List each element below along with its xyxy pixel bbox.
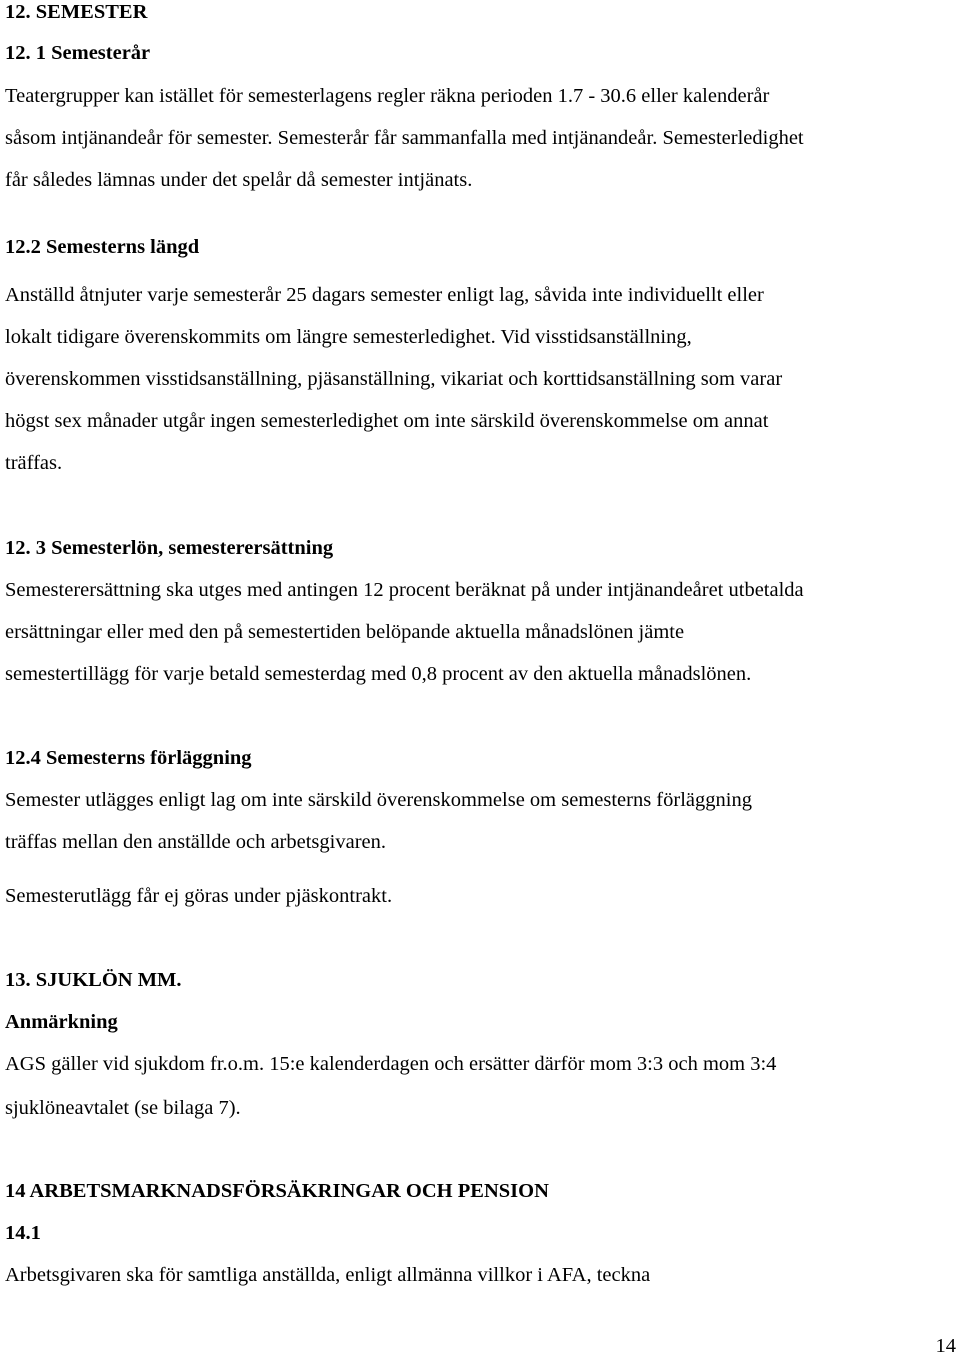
section-12-2-heading: 12.2 Semesterns längd xyxy=(5,236,200,258)
paragraph-line: lokalt tidigare överenskommits om längre semesterledighet. Vid visstidsanställning, xyxy=(5,326,692,348)
paragraph-line: träffas mellan den anställde och arbetsgivaren. xyxy=(5,831,386,853)
section-12-3-heading: 12. 3 Semesterlön, semesterersättning xyxy=(5,537,334,559)
note-heading: Anmärkning xyxy=(5,1011,118,1033)
paragraph-line: Teatergrupper kan istället för semesterlagens regler räkna perioden 1.7 - 30.6 eller kalenderår xyxy=(5,85,770,107)
page-number: 14 xyxy=(935,1335,956,1357)
paragraph-line: överenskommen visstidsanställning, pjäsanställning, vikariat och korttidsanställning som varar xyxy=(5,368,783,390)
paragraph-line: såsom intjänandeår för semester. Semesterår får sammanfalla med intjänandeår. Semesterledighet xyxy=(5,127,804,149)
section-14-1-heading: 14.1 xyxy=(5,1222,41,1244)
paragraph-line: Semesterersättning ska utges med antingen 12 procent beräknat på under intjänandeåret utbetalda xyxy=(5,579,804,601)
section-12-1-heading: 12. 1 Semesterår xyxy=(5,42,151,64)
paragraph-line: får således lämnas under det spelår då semester intjänats. xyxy=(5,169,473,191)
paragraph-line: högst sex månader utgår ingen semesterledighet om inte särskild överenskommelse om annat xyxy=(5,410,769,432)
paragraph-line: semestertillägg för varje betald semesterdag med 0,8 procent av den aktuella månadslönen. xyxy=(5,663,752,685)
paragraph-line: AGS gäller vid sjukdom fr.o.m. 15:e kalenderdagen och ersätter därför mom 3:3 och mom 3:4 xyxy=(5,1053,777,1075)
paragraph-line: Anställd åtnjuter varje semesterår 25 dagars semester enligt lag, såvida inte individuellt eller xyxy=(5,284,764,306)
paragraph-line: ersättningar eller med den på semestertiden belöpande aktuella månadslönen jämte xyxy=(5,621,685,643)
section-13-heading: 13. SJUKLÖN MM. xyxy=(5,969,182,991)
section-14-heading: 14 ARBETSMARKNADSFÖRSÄKRINGAR OCH PENSION xyxy=(5,1180,549,1202)
section-12-heading: 12. SEMESTER xyxy=(5,1,148,23)
paragraph-line: träffas. xyxy=(5,452,63,474)
paragraph-line: Semesterutlägg får ej göras under pjäskontrakt. xyxy=(5,885,393,907)
paragraph-line: sjuklöneavtalet (se bilaga 7). xyxy=(5,1097,241,1119)
paragraph-line: Semester utlägges enligt lag om inte särskild överenskommelse om semesterns förläggning xyxy=(5,789,752,811)
paragraph-line: Arbetsgivaren ska för samtliga anställda, enligt allmänna villkor i AFA, teckna xyxy=(5,1264,651,1286)
section-12-4-heading: 12.4 Semesterns förläggning xyxy=(5,747,252,769)
